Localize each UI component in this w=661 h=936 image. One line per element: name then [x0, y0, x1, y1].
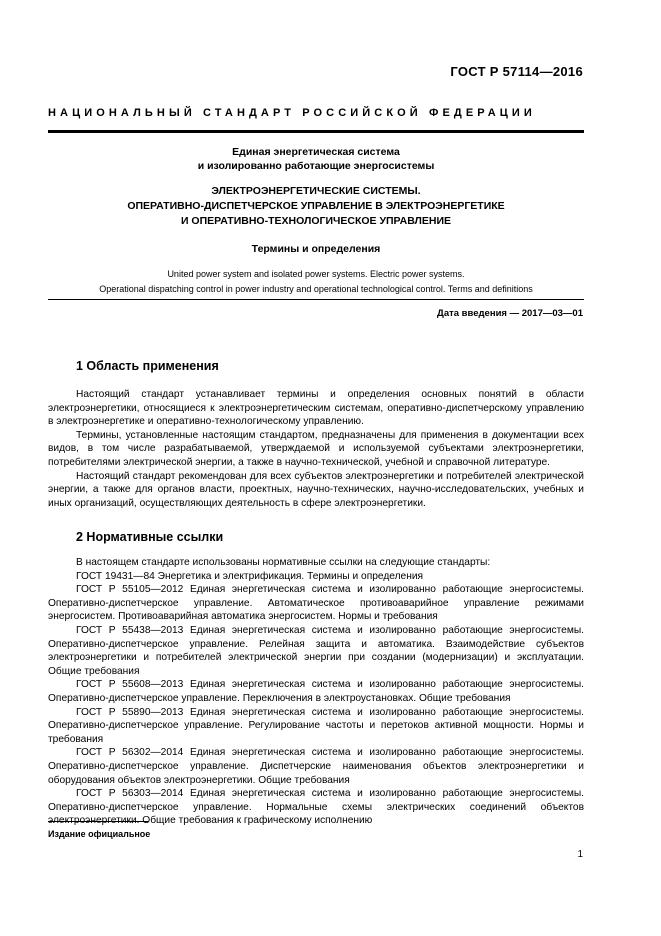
section-body	[48, 388, 584, 510]
paragraph: Настоящий стандарт устанавливает термины и определения основных понятий в области электроэнергетики, относящиеся к электроэнергетическим системам, оперативно-диспетчерскому управлению в электроэнергетике и оперативно-технологическому управлению.	[48, 389, 584, 428]
gost-number: ГОСТ Р 57114—2016	[450, 64, 583, 79]
english-title-line: Operational dispatching control in power industry and operational technological control. Terms and definitions	[99, 284, 533, 294]
reference-item: ГОСТ Р 55105—2012 Единая энергетическая система и изолированно работающие энергосистемы. Оперативно-диспетчерское управление. Автоматическое противоаварийное управление режимами энергосистем. Противоаварийная автоматика энергосистем. Нормы и требования	[48, 584, 584, 623]
english-title-line: United power system and isolated power systems. Electric power systems.	[167, 269, 465, 279]
section-heading: 1 Область применения	[76, 359, 219, 373]
reference-item: ГОСТ Р 55438—2013 Единая энергетическая система и изолированно работающие энергосистемы. Оперативно-диспетчерское управление. Релейная защита и автоматика. Взаимодействие субъектов электроэнергетики и потребителей электрической энергии при создании (модернизации) и эксплуатации. Общие требования	[48, 624, 584, 677]
reference-item: ГОСТ Р 55608—2013 Единая энергетическая система и изолированно работающие энергосистемы. Оперативно-диспетчерское управление. Переключения в электроустановках. Общие требования	[48, 679, 584, 704]
edition-label: Издание официальное	[48, 829, 151, 839]
english-title	[48, 267, 584, 297]
main-title-line: И ОПЕРАТИВНО-ТЕХНОЛОГИЧЕСКОЕ УПРАВЛЕНИЕ	[180, 215, 452, 227]
paragraph: Термины, установленные настоящим стандартом, предназначены для применения в документации всех видов, в том числе разрабатываемой, утверждаемой и используемой субъектами электроэнергетики, потребителями электрической энергии, а также в научно-технической, учебной и справочной литературе.	[48, 429, 584, 468]
system-title-line: Единая энергетическая система	[232, 146, 400, 158]
section-heading: 2 Нормативные ссылки	[76, 530, 224, 544]
introduction-date: Дата введения — 2017—03—01	[437, 308, 583, 319]
main-title-line: ЭЛЕКТРОЭНЕРГЕТИЧЕСКИЕ СИСТЕМЫ.	[211, 185, 421, 197]
national-standard-banner: НАЦИОНАЛЬНЫЙ СТАНДАРТ РОССИЙСКОЙ ФЕДЕРАЦИИ	[48, 107, 536, 119]
reference-item: ГОСТ 19431—84 Энергетика и электрификация. Термины и определения	[76, 570, 424, 582]
paragraph: Настоящий стандарт рекомендован для всех субъектов электроэнергетики и потребителей электрической энергии, а также для органов власти, проектных, научно-технических, научно-исследовательских, учебных и иных организаций, осуществляющих деятельность в сфере электроэнергетики.	[48, 470, 584, 509]
main-title	[48, 184, 584, 229]
section-body	[48, 556, 584, 828]
subtitle: Термины и определения	[251, 243, 381, 255]
system-title	[48, 145, 584, 173]
reference-item: ГОСТ Р 55890—2013 Единая энергетическая система и изолированно работающие энергосистемы. Оперативно-диспетчерское управление. Регулирование частоты и перетоков активной мощности. Нормы и требования	[48, 706, 584, 745]
header-rule	[48, 130, 584, 133]
reference-item: ГОСТ Р 56302—2014 Единая энергетическая система и изолированно работающие энергосистемы. Оперативно-диспетчерское управление. Диспетчерские наименования объектов электроэнергетики и оборудования объектов электроэнергетики. Общие требования	[48, 747, 584, 786]
paragraph: В настоящем стандарте использованы нормативные ссылки на следующие стандарты:	[76, 557, 491, 568]
reference-item: ГОСТ Р 56303—2014 Единая энергетическая система и изолированно работающие энергосистемы. Оперативно-диспетчерское управление. Нормальные схемы электрических соединений объектов электроэнергетики. Общие требования к графическому исполнению	[48, 788, 584, 827]
page-number: 1	[577, 849, 583, 860]
footer-rule	[48, 821, 148, 822]
system-title-line: и изолированно работающие энергосистемы	[197, 160, 435, 172]
main-title-line: ОПЕРАТИВНО-ДИСПЕТЧЕРСКОЕ УПРАВЛЕНИЕ В ЭЛЕКТРОЭНЕРГЕТИКЕ	[127, 200, 505, 212]
title-rule	[48, 299, 584, 300]
